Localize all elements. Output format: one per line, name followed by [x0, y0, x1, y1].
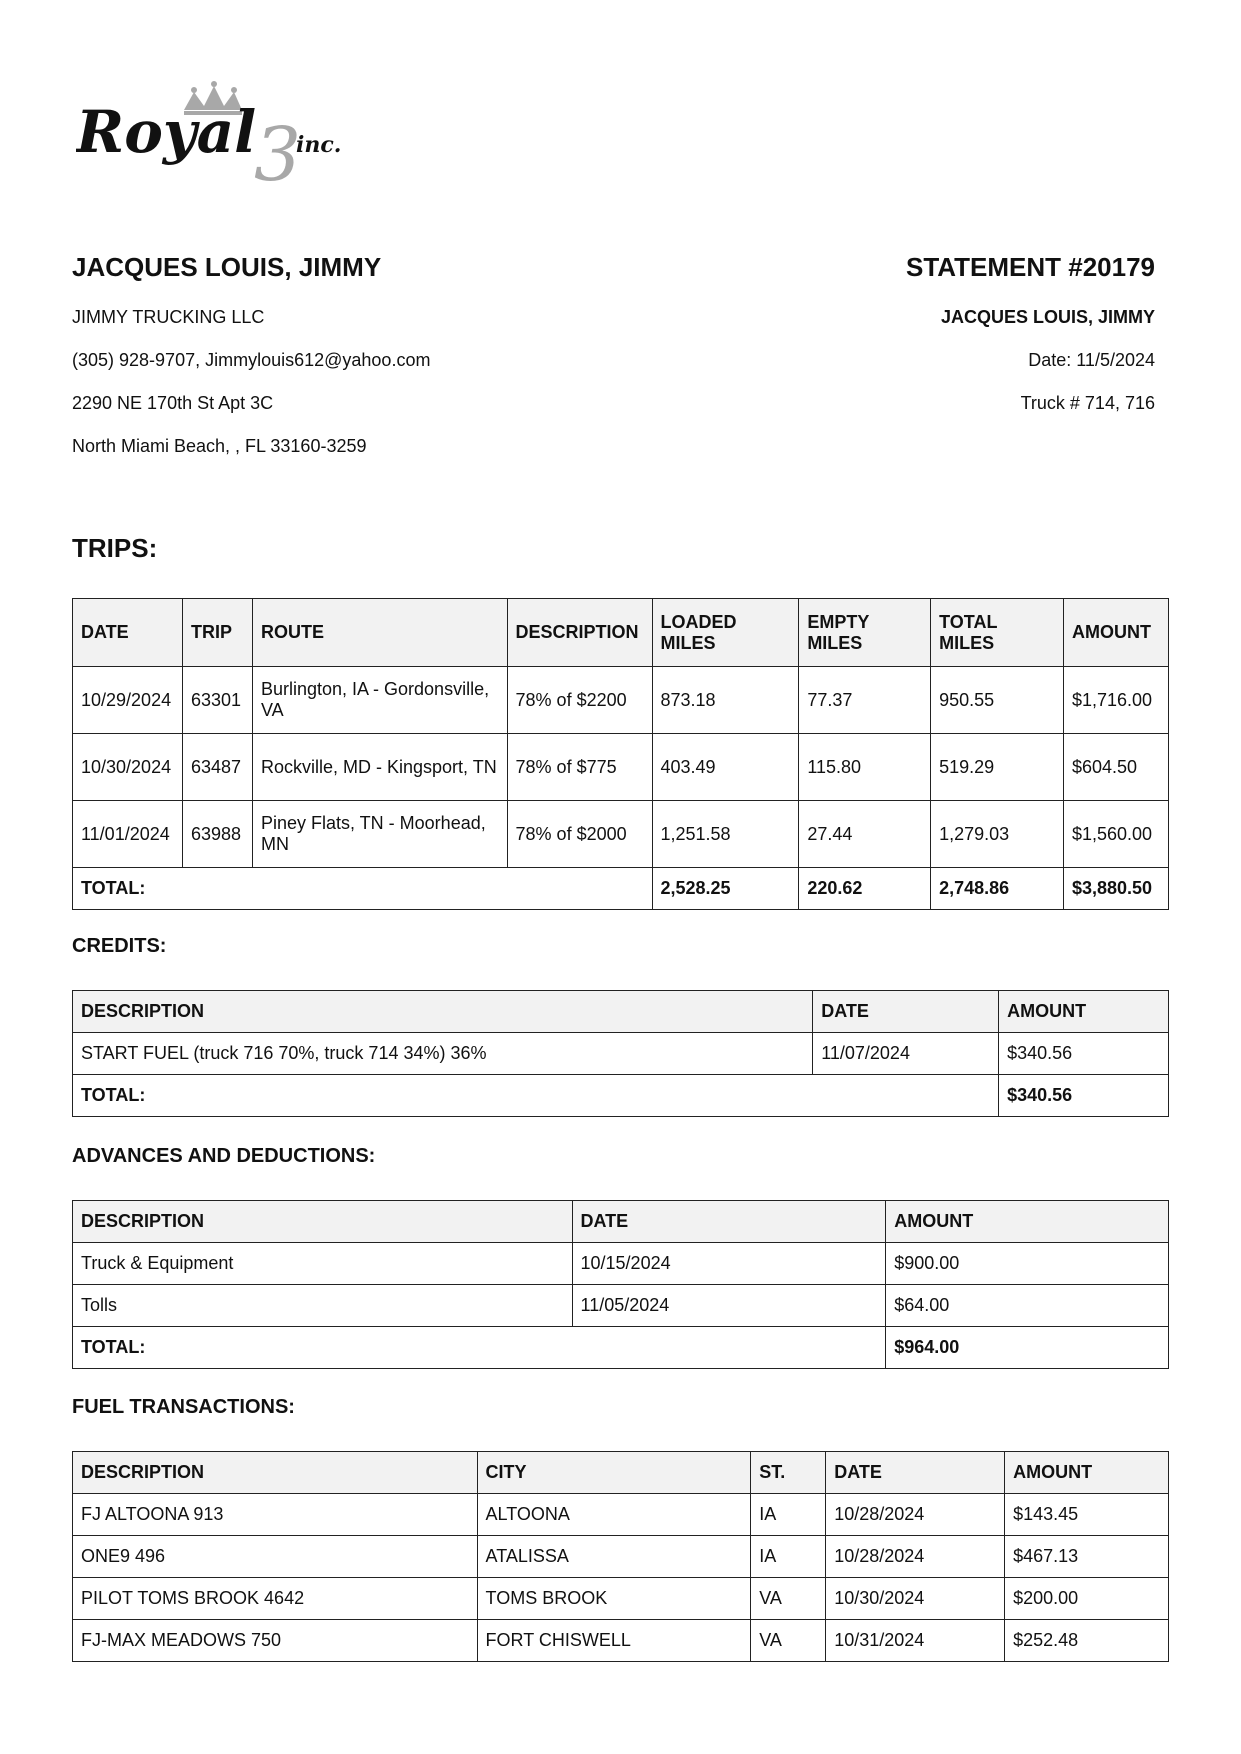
fuel-state: VA [751, 1620, 826, 1662]
col-amount: AMOUNT [886, 1201, 1169, 1243]
fuel-date: 10/28/2024 [826, 1494, 1005, 1536]
advance-date: 11/05/2024 [572, 1285, 886, 1327]
trip-description: 78% of $2000 [507, 801, 652, 868]
trip-total-miles: 519.29 [931, 734, 1064, 801]
trip-amount: $604.50 [1063, 734, 1168, 801]
fuel-amount: $200.00 [1005, 1578, 1169, 1620]
col-state: ST. [751, 1452, 826, 1494]
fuel-date: 10/28/2024 [826, 1536, 1005, 1578]
credits-title: CREDITS: [72, 935, 167, 957]
table-row [73, 1536, 1169, 1578]
advances-table [72, 1200, 1169, 1369]
col-description: DESCRIPTION [73, 991, 813, 1033]
statement-title: STATEMENT #20179 [905, 252, 1155, 282]
total-row [73, 868, 1169, 910]
trip-description: 78% of $2200 [507, 667, 652, 734]
col-loaded-miles: LOADED MILES [652, 599, 799, 667]
trip-route: Piney Flats, TN - Moorhead, MN [252, 801, 507, 868]
statement-info [655, 250, 1155, 413]
trip-number: 63487 [182, 734, 252, 801]
total-amount: $964.00 [886, 1327, 1169, 1369]
total-empty-miles: 220.62 [799, 868, 931, 910]
fuel-date: 10/30/2024 [826, 1578, 1005, 1620]
advance-amount: $900.00 [886, 1243, 1169, 1285]
trip-total-miles: 950.55 [931, 667, 1064, 734]
credit-date: 11/07/2024 [813, 1033, 999, 1075]
driver-name: JACQUES LOUIS, JIMMY [72, 252, 382, 282]
fuel-amount: $143.45 [1005, 1494, 1169, 1536]
credit-amount: $340.56 [999, 1033, 1169, 1075]
col-amount: AMOUNT [1063, 599, 1168, 667]
total-row [73, 1075, 1169, 1117]
logo-graphic [76, 80, 376, 190]
logo-wordmark: Royal [76, 98, 257, 166]
table-row [73, 1285, 1169, 1327]
advances-title: ADVANCES AND DEDUCTIONS: [72, 1145, 376, 1167]
credit-description: START FUEL (truck 716 70%, truck 714 34%) 36% [73, 1033, 813, 1075]
table-row [73, 1620, 1169, 1662]
fuel-amount: $252.48 [1005, 1620, 1169, 1662]
advance-description: Tolls [73, 1285, 573, 1327]
table-row [73, 1494, 1169, 1536]
trip-amount: $1,716.00 [1063, 667, 1168, 734]
table-header-row [73, 599, 1169, 667]
table-row [73, 1578, 1169, 1620]
total-amount: $3,880.50 [1063, 868, 1168, 910]
fuel-state: VA [751, 1578, 826, 1620]
col-trip: TRIP [182, 599, 252, 667]
trip-loaded-miles: 1,251.58 [652, 801, 799, 868]
fuel-description: FJ-MAX MEADOWS 750 [73, 1620, 478, 1662]
table-row [73, 801, 1169, 868]
total-label: TOTAL: [73, 1327, 886, 1369]
trip-number: 63988 [182, 801, 252, 868]
col-total-miles: TOTAL MILES [931, 599, 1064, 667]
trip-date: 10/29/2024 [73, 667, 183, 734]
fuel-state: IA [751, 1494, 826, 1536]
trips-title: TRIPS: [72, 533, 158, 563]
address-line-2: North Miami Beach, , FL 33160-3259 [72, 436, 367, 456]
table-row [73, 667, 1169, 734]
col-date: DATE [813, 991, 999, 1033]
trip-date: 11/01/2024 [73, 801, 183, 868]
total-loaded-miles: 2,528.25 [652, 868, 799, 910]
trip-route: Rockville, MD - Kingsport, TN [252, 734, 507, 801]
logo-suffix: inc. [296, 132, 342, 158]
col-empty-miles: EMPTY MILES [799, 599, 931, 667]
fuel-description: FJ ALTOONA 913 [73, 1494, 478, 1536]
col-description: DESCRIPTION [507, 599, 652, 667]
col-description: DESCRIPTION [73, 1452, 478, 1494]
col-description: DESCRIPTION [73, 1201, 573, 1243]
statement-name: JACQUES LOUIS, JIMMY [940, 307, 1155, 327]
fuel-state: IA [751, 1536, 826, 1578]
contact-info: (305) 928-9707, Jimmylouis612@yahoo.com [72, 350, 431, 370]
col-date: DATE [73, 599, 183, 667]
trip-empty-miles: 27.44 [799, 801, 931, 868]
fuel-description: ONE9 496 [73, 1536, 478, 1578]
trip-empty-miles: 77.37 [799, 667, 931, 734]
total-miles: 2,748.86 [931, 868, 1064, 910]
col-date: DATE [826, 1452, 1005, 1494]
fuel-city: FORT CHISWELL [477, 1620, 751, 1662]
statement-date: Date: 11/5/2024 [1028, 350, 1155, 370]
fuel-title: FUEL TRANSACTIONS: [72, 1396, 295, 1418]
trip-empty-miles: 115.80 [799, 734, 931, 801]
table-row [73, 1033, 1169, 1075]
fuel-date: 10/31/2024 [826, 1620, 1005, 1662]
total-row [73, 1327, 1169, 1369]
table-header-row [73, 1452, 1169, 1494]
credits-table [72, 990, 1169, 1117]
table-row [73, 1243, 1169, 1285]
trip-number: 63301 [182, 667, 252, 734]
col-city: CITY [477, 1452, 751, 1494]
trips-table [72, 598, 1169, 910]
trip-amount: $1,560.00 [1063, 801, 1168, 868]
fuel-table [72, 1451, 1169, 1662]
advance-amount: $64.00 [886, 1285, 1169, 1327]
col-date: DATE [572, 1201, 886, 1243]
truck-numbers: Truck # 714, 716 [1020, 393, 1155, 413]
trip-loaded-miles: 403.49 [652, 734, 799, 801]
table-header-row [73, 991, 1169, 1033]
fuel-city: TOMS BROOK [477, 1578, 751, 1620]
advance-description: Truck & Equipment [73, 1243, 573, 1285]
fuel-city: ATALISSA [477, 1536, 751, 1578]
col-amount: AMOUNT [999, 991, 1169, 1033]
fuel-amount: $467.13 [1005, 1536, 1169, 1578]
trip-route: Burlington, IA - Gordonsville, VA [252, 667, 507, 734]
logo-numeral: 3 [254, 112, 302, 190]
company-logo [76, 80, 376, 190]
table-row [73, 734, 1169, 801]
table-header-row [73, 1201, 1169, 1243]
fuel-description: PILOT TOMS BROOK 4642 [73, 1578, 478, 1620]
advance-date: 10/15/2024 [572, 1243, 886, 1285]
total-label: TOTAL: [73, 868, 653, 910]
trip-total-miles: 1,279.03 [931, 801, 1064, 868]
driver-info [72, 250, 672, 456]
total-label: TOTAL: [73, 1075, 999, 1117]
col-amount: AMOUNT [1005, 1452, 1169, 1494]
col-route: ROUTE [252, 599, 507, 667]
fuel-city: ALTOONA [477, 1494, 751, 1536]
trip-description: 78% of $775 [507, 734, 652, 801]
company-name: JIMMY TRUCKING LLC [72, 307, 265, 327]
trip-loaded-miles: 873.18 [652, 667, 799, 734]
total-amount: $340.56 [999, 1075, 1169, 1117]
address-line-1: 2290 NE 170th St Apt 3C [72, 393, 274, 413]
trip-date: 10/30/2024 [73, 734, 183, 801]
